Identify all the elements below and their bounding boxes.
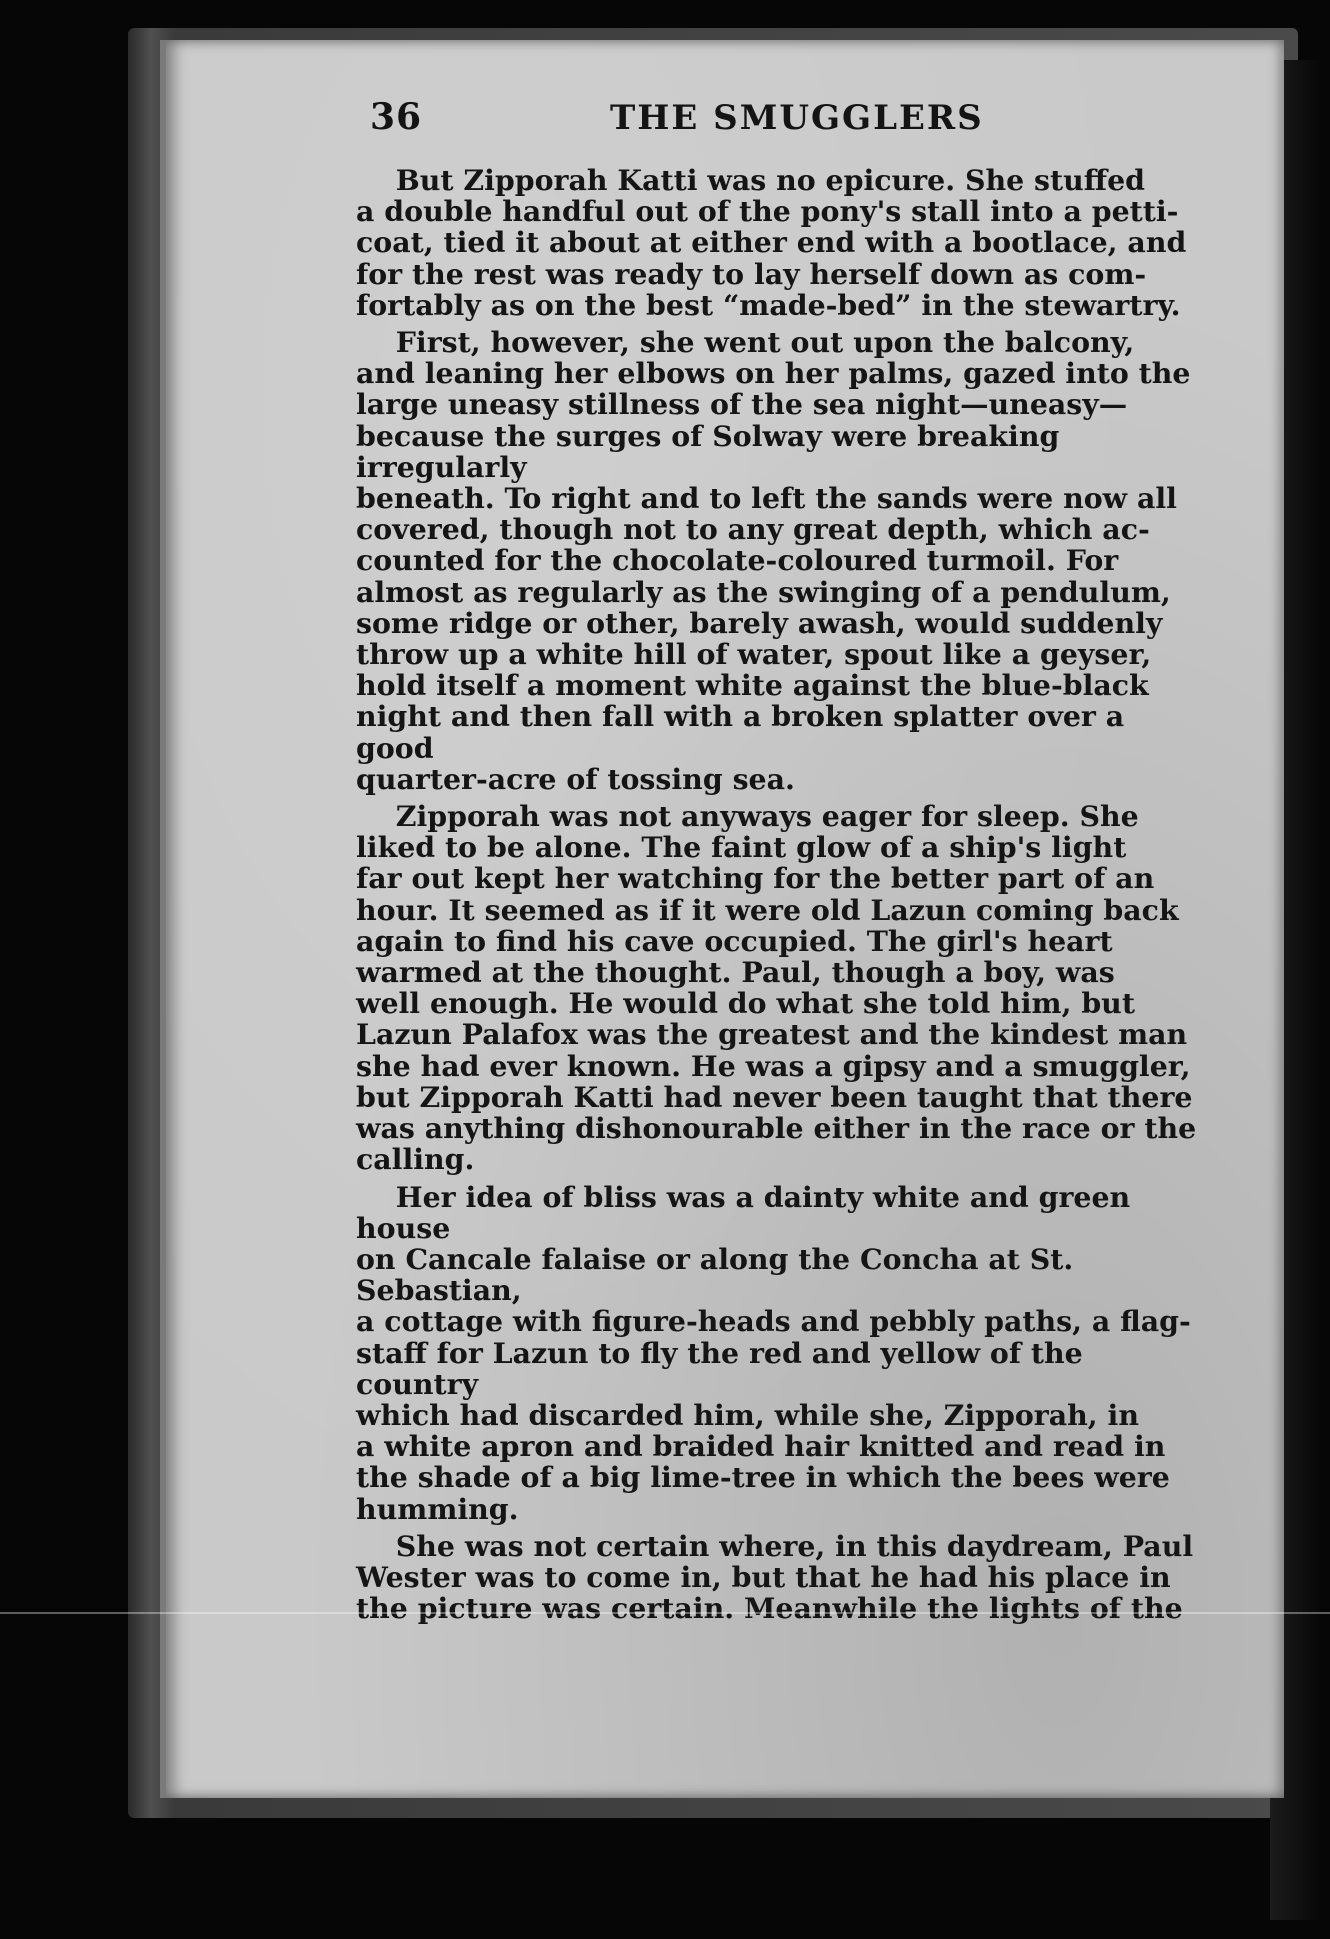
paragraph-2: First, however, she went out upon the balcony, and leaning her elbows on her palms, gazed into the large uneasy stillness of the sea night—uneasy— because the surges of Solway were breaking irregularly beneath. To right and to left the sands were now all covered, though not to any great depth, which ac- counted for the chocolate-coloured turmoil. For almost as regularly as the swinging of a pendulum, some ridge or other, barely awash, would suddenly throw up a white hill of water, spout like a geyser, hold itself a moment white against the blue-black night and then fall with a broken splatter over a good quarter-acre of tossing sea. (356, 325, 1191, 796)
page-number: 36 (370, 96, 423, 138)
paragraph-1: But Zipporah Katti was no epicure. She stuffed a double handful out of the pony's stall into a petti- coat, tied it about at either end with a bootlace, and for the rest was ready to lay herself down as com- fortably as on the best “made-bed” in the stewartry. (356, 163, 1187, 322)
paragraph-3: Zipporah was not anyways eager for sleep. She liked to be alone. The faint glow of a ship's light far out kept her watching for the better part of an hour. It seemed as if it were old Lazun coming back again to find his cave occupied. The girl's heart warmed at the thought. Paul, though a boy, was well enough. He would do what she told him, but Lazun Palafox was the greatest and the kindest man she had ever known. He was a gipsy and a smuggler, but Zipporah Katti had never been taught that there was anything dishonourable either in the race or the calling. (356, 799, 1197, 1177)
body-text (356, 165, 1206, 1624)
page-header (370, 96, 990, 156)
paragraph-4: Her idea of bliss was a dainty white and green house on Cancale falaise or along the Concha at St. Sebastian, a cottage with figure-heads and pebbly paths, a flag- staff for Lazun to fly the red and yellow of the country which had discarded him, while she, Zipporah, in a white apron and braided hair knitted and read in the shade of a big lime-tree in which the bees were humming. (356, 1179, 1191, 1526)
running-head: THE SMUGGLERS (610, 98, 984, 138)
scan-glare-line (0, 1612, 1330, 1614)
paragraph-5: She was not certain where, in this daydream, Paul Wester was to come in, but that he had his place in the picture was certain. Meanwhile the lights of the (356, 1528, 1194, 1626)
